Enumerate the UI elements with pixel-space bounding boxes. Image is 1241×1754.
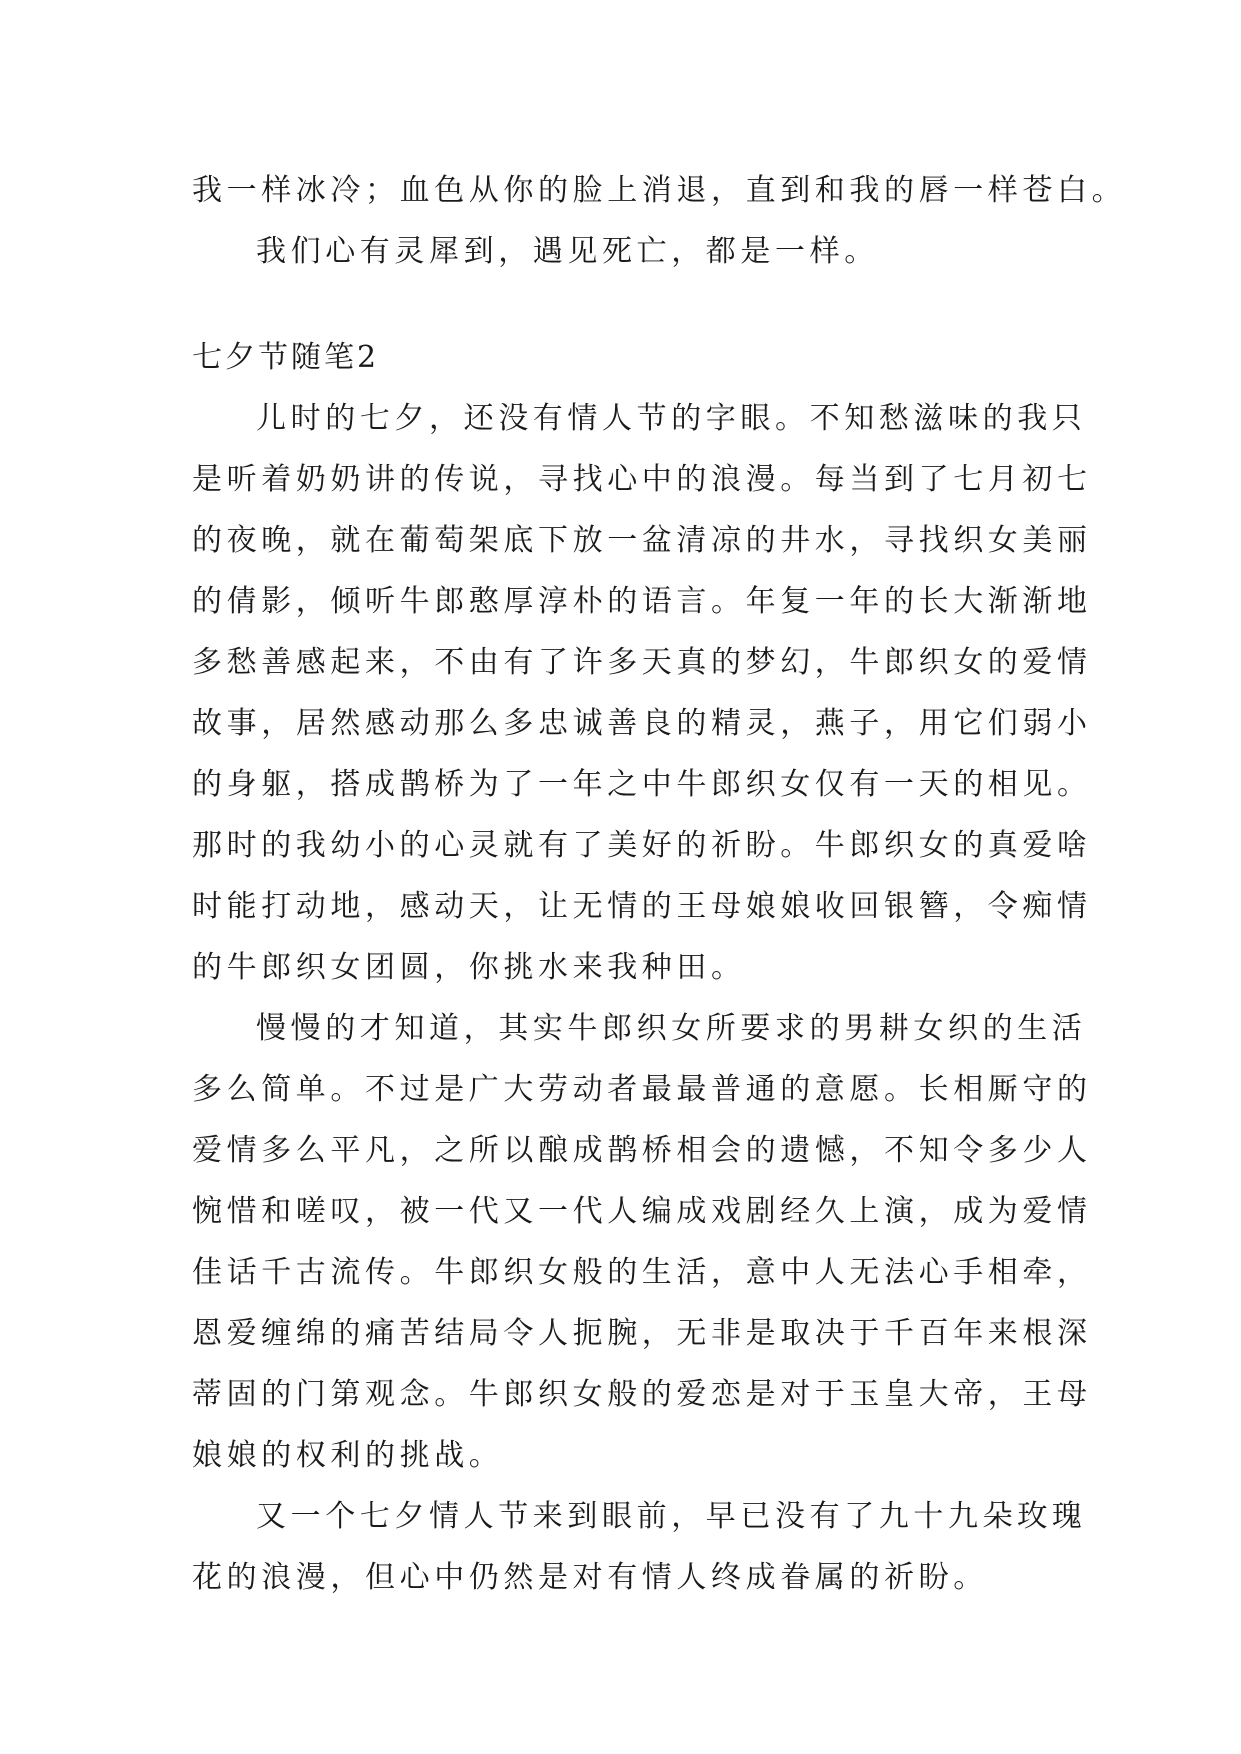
text-line: 蒂固的门第观念。牛郎织女般的爱恋是对于玉皇大帝，王母 [192,1377,1092,1412]
text-line: 的夜晚，就在葡萄架底下放一盆清凉的井水，寻找织女美丽 [192,523,1092,558]
section-title: 七夕节随笔2 [192,340,380,375]
text-line: 的身躯，搭成鹊桥为了一年之中牛郎织女仅有一天的相见。 [192,767,1092,802]
text-line: 儿时的七夕，还没有情人节的字眼。不知愁滋味的我只 [256,401,1087,436]
text-line: 我们心有灵犀到，遇见死亡，都是一样。 [256,234,879,269]
paragraph [192,998,1092,1486]
document-body [192,160,1127,1608]
text-line: 多愁善感起来，不由有了许多天真的梦幻，牛郎织女的爱情 [192,645,1092,680]
text-line: 多么简单。不过是广大劳动者最最普通的意愿。长相厮守的 [192,1072,1092,1107]
text-line: 又一个七夕情人节来到眼前，早已没有了九十九朵玫瑰 [256,1499,1087,1534]
text-line: 惋惜和嗟叹，被一代又一代人编成戏剧经久上演，成为爱情 [192,1194,1092,1229]
text-line: 的牛郎织女团圆，你挑水来我种田。 [192,950,746,985]
text-line: 故事，居然感动那么多忠诚善良的精灵，燕子，用它们弱小 [192,706,1092,741]
text-line: 佳话千古流传。牛郎织女般的生活，意中人无法心手相牵， [192,1255,1092,1290]
text-line: 恩爱缠绵的痛苦结局令人扼腕，无非是取决于千百年来根深 [192,1316,1092,1351]
text-line: 慢慢的才知道，其实牛郎织女所要求的男耕女织的生活 [256,1011,1087,1046]
text-line: 娘娘的权利的挑战。 [192,1438,504,1473]
section-spacer [192,282,1052,327]
paragraph [192,388,1092,998]
text-line: 爱情多么平凡，之所以酿成鹊桥相会的遗憾，不知令多少人 [192,1133,1092,1168]
text-line: 的倩影，倾听牛郎憨厚淳朴的语言。年复一年的长大渐渐地 [192,584,1092,619]
text-line: 那时的我幼小的心灵就有了美好的祈盼。牛郎织女的真爱啥 [192,828,1092,863]
text-line: 时能打动地，感动天，让无情的王母娘娘收回银簪，令痴情 [192,889,1092,924]
text-line: 我一样冰冷；血色从你的脸上消退，直到和我的唇一样苍白。 [192,173,1127,208]
paragraph [192,1486,1087,1608]
text-line: 花的浪漫，但心中仍然是对有情人终成眷属的祈盼。 [192,1560,988,1595]
text-line: 是听着奶奶讲的传说，寻找心中的浪漫。每当到了七月初七 [192,462,1092,497]
